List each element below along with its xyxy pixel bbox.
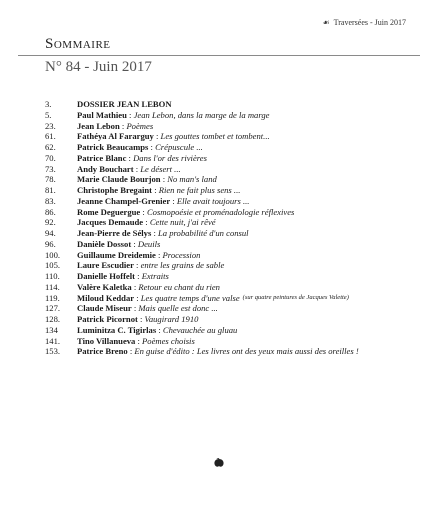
running-title: Traversées - Juin 2017	[333, 18, 406, 27]
title-rule	[18, 55, 420, 56]
toc-work-title: Les quatre temps d'une valse	[140, 292, 240, 303]
toc-separator: :	[127, 346, 135, 357]
toc-work-title: Chevauchée au gluau	[162, 324, 238, 335]
toc-work-title: Cosmopoésie et proménadologie réflexives	[146, 206, 295, 217]
footer-ornament-icon	[213, 458, 225, 468]
toc-work-title: Retour eu chant du rien	[138, 281, 220, 292]
toc-page-number: 73.	[45, 163, 56, 174]
toc-work-title: Les gouttes tombet et tombent...	[160, 131, 270, 142]
toc-author: Laure Escudier	[77, 260, 134, 271]
toc-separator: :	[131, 238, 138, 249]
toc-author: Jean-Pierre de Sélys	[77, 228, 152, 238]
toc-page-number: 114.	[45, 281, 60, 292]
toc-separator: :	[148, 142, 156, 152]
toc-work-title: Poèmes	[126, 120, 154, 131]
toc-author: Valère Kaletka	[77, 281, 132, 292]
toc-entry	[45, 260, 425, 271]
toc-separator: :	[133, 163, 141, 174]
toc-author: Patrice Blanc	[77, 152, 127, 163]
toc-entry	[45, 174, 425, 185]
toc-work-title: Vaugirard 1910	[144, 314, 199, 324]
toc-entry	[45, 153, 425, 164]
toc-separator: :	[126, 109, 134, 120]
toc-work-title: Dans l'or des rivières	[133, 152, 207, 163]
toc-entry	[45, 121, 425, 132]
toc-entry	[45, 110, 425, 121]
toc-page-number: 94.	[45, 228, 56, 238]
toc-author: Paul Mathieu	[77, 109, 127, 120]
toc-work-title: Extraits	[141, 271, 169, 281]
toc-author: Miloud Keddar	[77, 292, 135, 303]
toc-entry	[45, 303, 425, 314]
toc-author: Luminitza C. Tigirlas	[77, 324, 157, 335]
toc-page-number: 127.	[45, 303, 61, 314]
toc-entry	[45, 250, 425, 261]
toc-page-number: 86.	[45, 206, 56, 217]
toc-author: Tino Villanueva	[77, 335, 136, 346]
toc-work-title: Le désert ...	[140, 163, 181, 174]
toc-entry	[45, 131, 425, 142]
toc-separator: :	[155, 249, 163, 260]
toc-entry	[45, 336, 425, 347]
toc-author: Jeanne Champel-Grenier	[77, 195, 171, 206]
toc-entry	[45, 271, 425, 282]
toc-separator: :	[156, 324, 163, 335]
toc-separator: :	[143, 217, 150, 228]
toc-entry	[45, 185, 425, 196]
toc-work-title: En guise d'édito : Les livres ont des yeux mais aussi des oreilles !	[134, 346, 359, 357]
toc-work-title: Jean Lebon, dans la marge de la marge	[133, 109, 270, 120]
toc-page-number: 83.	[45, 195, 56, 206]
toc-author: Claude Miseur	[77, 303, 132, 314]
toc-work-title: Deuils	[137, 238, 161, 249]
toc-separator: :	[126, 152, 134, 163]
toc-page-number: 96.	[45, 238, 56, 249]
toc-page-number: 92.	[45, 217, 56, 228]
toc-page-number: 134	[45, 324, 58, 335]
toc-entry	[45, 196, 425, 207]
toc-author: Danièle Dossot	[77, 238, 132, 249]
toc-separator: :	[131, 281, 139, 292]
toc-page-number: 61.	[45, 131, 56, 142]
toc-author: Jacques Demaude	[77, 217, 144, 228]
toc-author: Andy Bouchart	[77, 163, 134, 174]
toc-separator: :	[140, 206, 147, 217]
toc-page-number: 119.	[45, 292, 60, 303]
toc-page-number: 110.	[45, 271, 60, 281]
toc-author: Marie Claude Bourjon	[77, 174, 161, 185]
toc-author: Danielle Hoffelt	[77, 271, 135, 281]
toc-page-number: 105.	[45, 260, 61, 271]
toc-work-title: Mais quelle est donc ...	[138, 303, 218, 314]
toc-author: Guillaume Dreidemie	[77, 249, 156, 260]
toc-work-title: Crépuscule ...	[155, 142, 203, 152]
toc-entry	[45, 282, 425, 293]
page-title: Sommaire	[45, 36, 111, 52]
toc-entry	[45, 142, 425, 153]
toc-entry	[45, 314, 425, 325]
toc-entry	[45, 228, 425, 239]
toc-author: Patrick Picornot	[77, 314, 138, 324]
toc-work-title: La probabilité d'un consul	[158, 228, 249, 238]
toc-page-number: 23.	[45, 120, 56, 131]
toc-author: Rome Deguergue	[77, 206, 141, 217]
toc-author: Patrice Breno	[77, 346, 128, 357]
toc-entry	[45, 293, 425, 304]
toc-author: Jean Lebon	[77, 120, 120, 131]
toc-separator: :	[151, 228, 158, 238]
toc-work-title: entre les grains de sable	[140, 260, 225, 271]
toc-entry	[45, 164, 425, 175]
toc-author: Fathéya Al Fararguy	[77, 131, 154, 142]
toc-work-title: Cette nuit, j'ai rêvé	[149, 217, 216, 228]
toc-entry	[45, 239, 425, 250]
toc-note: (sur quatre peintures de Jacques Valette)	[242, 293, 349, 301]
fleuron-icon: ☙	[322, 18, 330, 27]
toc-author: Christophe Bregaint	[77, 185, 153, 195]
toc-entry	[45, 325, 425, 336]
table-of-contents	[45, 99, 425, 357]
toc-page-number: 78.	[45, 174, 56, 185]
toc-page-number: 62.	[45, 142, 56, 152]
toc-page-number: 141.	[45, 335, 61, 346]
toc-entry	[45, 207, 425, 218]
toc-entry	[45, 217, 425, 228]
toc-work-title: Rien ne fait plus sens ...	[158, 185, 241, 195]
toc-separator: :	[131, 303, 139, 314]
toc-author: DOSSIER JEAN LEBON	[77, 99, 172, 109]
toc-page-number: 128.	[45, 314, 61, 324]
toc-entry	[45, 99, 425, 110]
toc-separator: :	[160, 174, 168, 185]
running-header	[322, 18, 406, 27]
toc-page-number: 81.	[45, 185, 56, 195]
toc-separator: :	[153, 131, 161, 142]
toc-page-number: 70.	[45, 152, 56, 163]
toc-page-number: 153.	[45, 346, 61, 357]
toc-entry	[45, 346, 425, 357]
toc-separator: :	[135, 335, 143, 346]
toc-work-title: Procession	[162, 249, 201, 260]
toc-separator: :	[170, 195, 177, 206]
toc-author: Patrick Beaucamps	[77, 142, 149, 152]
toc-work-title: No man's land	[167, 174, 217, 185]
toc-separator: :	[152, 185, 159, 195]
issue-number: N° 84 - Juin 2017	[45, 59, 152, 75]
toc-separator: :	[137, 314, 145, 324]
toc-page-number: 100.	[45, 249, 61, 260]
toc-separator: :	[133, 260, 141, 271]
toc-separator: :	[135, 271, 142, 281]
toc-work-title: Poèmes choisis	[142, 335, 195, 346]
toc-separator: :	[119, 120, 127, 131]
toc-work-title: Elle avait toujours ...	[176, 195, 250, 206]
toc-separator: :	[134, 292, 141, 303]
toc-page-number: 3.	[45, 99, 52, 109]
toc-page-number: 5.	[45, 109, 52, 120]
